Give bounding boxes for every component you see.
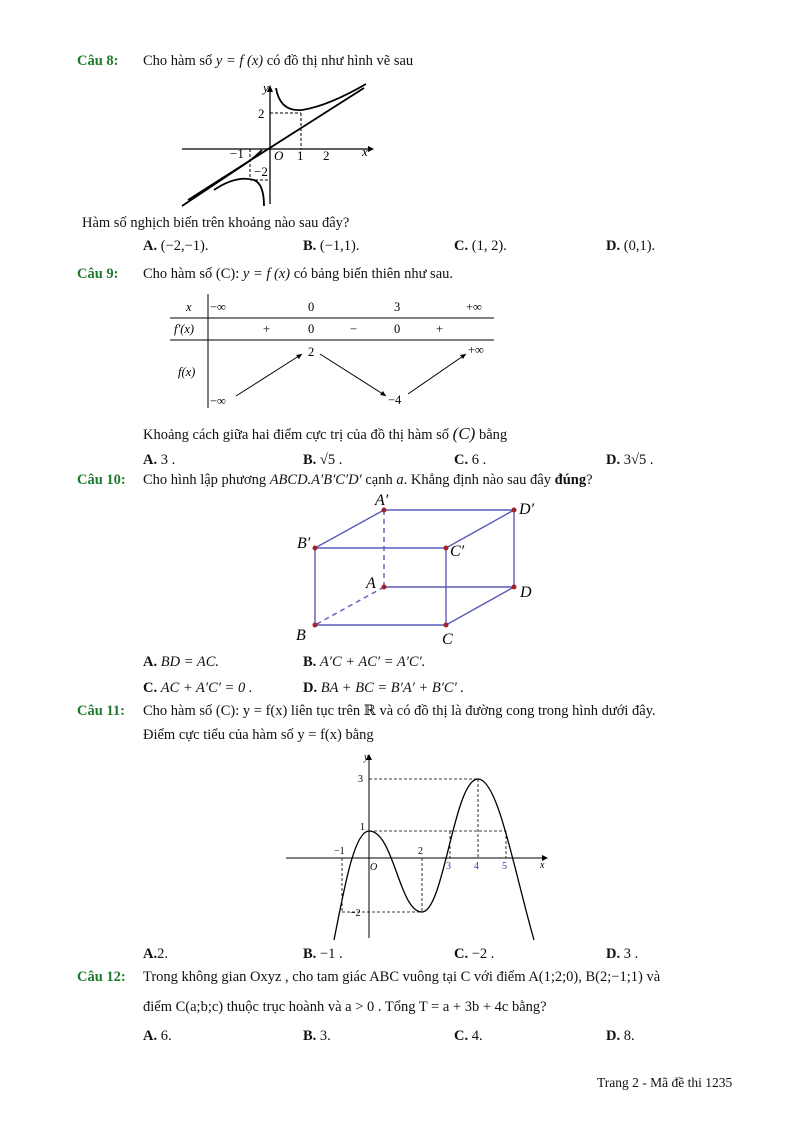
question-9-label: Câu 9: bbox=[77, 266, 119, 282]
question-8-option-a[interactable]: A. (−2,−1). bbox=[143, 238, 209, 254]
table-fprime-zero: 0 bbox=[394, 322, 401, 336]
question-9-option-c[interactable]: C. 6 . bbox=[454, 452, 487, 468]
table-fprime-sign: + bbox=[436, 322, 444, 336]
question-10-option-b[interactable]: B. A′C + AC′ = A′C′. bbox=[303, 654, 426, 670]
cube-vertex-a1: A′ bbox=[375, 492, 389, 509]
graph-tick: −2 bbox=[350, 908, 361, 919]
question-12-option-a[interactable]: A. 6. bbox=[143, 1028, 172, 1044]
question-10-option-c[interactable]: C. AC + A′C′ = 0 . bbox=[143, 680, 253, 696]
question-8-stem-text-2: có đồ thị như hình vẽ sau bbox=[263, 53, 414, 69]
table-fprime-sign: + bbox=[263, 322, 271, 336]
table-fprime-zero: 0 bbox=[308, 322, 315, 336]
graph-tick: 4 bbox=[474, 861, 479, 872]
question-9-option-b[interactable]: B. √5 . bbox=[303, 452, 343, 468]
cube-vertex-a: A bbox=[366, 575, 376, 592]
graph-tick: 3 bbox=[446, 861, 451, 872]
graph-tick: 5 bbox=[502, 861, 507, 872]
question-10-option-a[interactable]: A. BD = AC. bbox=[143, 654, 219, 670]
table-f-label: f(x) bbox=[178, 365, 196, 379]
cube-vertex-d1: D′ bbox=[519, 501, 535, 518]
question-8-sub: Hàm số nghịch biến trên khoảng nào sau đây? bbox=[82, 215, 350, 231]
question-8-option-c[interactable]: C. (1, 2). bbox=[454, 238, 507, 254]
graph-tick: 1 bbox=[297, 148, 304, 163]
question-9-stem: Cho hàm số (C): y = f (x) có bảng biến thiên như sau. bbox=[143, 266, 454, 282]
question-12-option-b[interactable]: B. 3. bbox=[303, 1028, 331, 1044]
question-9-sub: Khoảng cách giữa hai điểm cực trị của đồ thị hàm số (C) bằng bbox=[143, 424, 508, 443]
question-11-option-c[interactable]: C. −2 . bbox=[454, 946, 495, 962]
question-8-function: y = f (x) bbox=[215, 53, 264, 69]
graph-tick: −2 bbox=[254, 164, 268, 179]
question-10-option-d[interactable]: D. BA + BC = B′A′ + B′C′ . bbox=[303, 680, 464, 696]
question-8-option-b[interactable]: B. (−1,1). bbox=[303, 238, 360, 254]
question-11-stem-line2: Điểm cực tiểu của hàm số y = f(x) bằng bbox=[143, 727, 374, 743]
graph-origin: O bbox=[370, 862, 378, 873]
page-footer: Trang 2 - Mã đề thi 1235 bbox=[597, 1075, 733, 1090]
question-11-option-a[interactable]: A.2. bbox=[143, 946, 168, 962]
table-fprime-sign: − bbox=[350, 322, 358, 336]
cube-vertex-d: D bbox=[520, 584, 532, 601]
graph-tick: 2 bbox=[418, 846, 423, 857]
question-9-option-d[interactable]: D. 3√5 . bbox=[606, 452, 654, 468]
table-fprime-label: f′(x) bbox=[174, 322, 195, 336]
question-12-label: Câu 12: bbox=[77, 969, 126, 985]
cube-figure bbox=[290, 490, 550, 650]
table-f-max: 2 bbox=[308, 345, 315, 359]
variation-table bbox=[168, 292, 498, 412]
question-12-option-d[interactable]: D. 8. bbox=[606, 1028, 635, 1044]
graph-tick: −1 bbox=[334, 846, 345, 857]
question-12-option-c[interactable]: C. 4. bbox=[454, 1028, 483, 1044]
graph-origin: O bbox=[274, 148, 284, 163]
question-8-stem bbox=[143, 53, 413, 70]
graph-x-label: x bbox=[540, 860, 545, 871]
graph-tick: 3 bbox=[358, 774, 363, 785]
question-8-graph bbox=[178, 80, 378, 208]
graph-x-label: x bbox=[362, 144, 368, 159]
cube-vertex-b: B bbox=[296, 627, 306, 644]
graph-tick: 2 bbox=[258, 106, 265, 121]
cube-vertex-c: C bbox=[442, 631, 453, 648]
graph-y-label: y bbox=[364, 752, 369, 763]
question-9-option-a[interactable]: A. 3 . bbox=[143, 452, 176, 468]
question-8-option-d[interactable]: D. (0,1). bbox=[606, 238, 656, 254]
question-10-label: Câu 10: bbox=[77, 472, 126, 488]
question-12-line2: điểm C(a;b;c) thuộc trục hoành và a > 0 . Tổng T = a + 3b + 4c bằng? bbox=[143, 999, 547, 1015]
question-11-label: Câu 11: bbox=[77, 703, 125, 719]
table-x-value: −∞ bbox=[210, 300, 226, 314]
table-f-left: −∞ bbox=[210, 394, 226, 408]
question-11-stem-line1: Cho hàm số (C): y = f(x) liên tục trên ℝ và có đồ thị là đường cong trong hình dưới đây. bbox=[143, 703, 656, 719]
graph-tick: −1 bbox=[230, 146, 244, 161]
table-x-value: 0 bbox=[308, 300, 315, 314]
question-11-option-d[interactable]: D. 3 . bbox=[606, 946, 639, 962]
question-12-line1: Trong không gian Oxyz , cho tam giác ABC vuông tại C với điểm A(1;2;0), B(2;−1;1) và bbox=[143, 969, 661, 985]
table-x-label: x bbox=[186, 300, 192, 314]
cube-vertex-b1: B′ bbox=[297, 535, 311, 552]
table-x-value: +∞ bbox=[466, 300, 482, 314]
table-f-min: −4 bbox=[388, 393, 402, 407]
question-11-graph bbox=[284, 750, 554, 942]
graph-tick: 1 bbox=[360, 822, 365, 833]
graph-y-label: y bbox=[263, 80, 269, 95]
question-8-stem-text: Cho hàm số bbox=[143, 53, 216, 69]
cube-vertex-c1: C′ bbox=[450, 543, 465, 560]
graph-tick: 2 bbox=[323, 148, 330, 163]
table-f-right: +∞ bbox=[468, 343, 484, 357]
table-x-value: 3 bbox=[394, 300, 401, 314]
question-11-option-b[interactable]: B. −1 . bbox=[303, 946, 343, 962]
question-10-stem: Cho hình lập phương ABCD.A′B′C′D′ cạnh a. Khẳng định nào sau đây đúng? bbox=[143, 472, 593, 488]
question-8-label: Câu 8: bbox=[77, 53, 119, 69]
